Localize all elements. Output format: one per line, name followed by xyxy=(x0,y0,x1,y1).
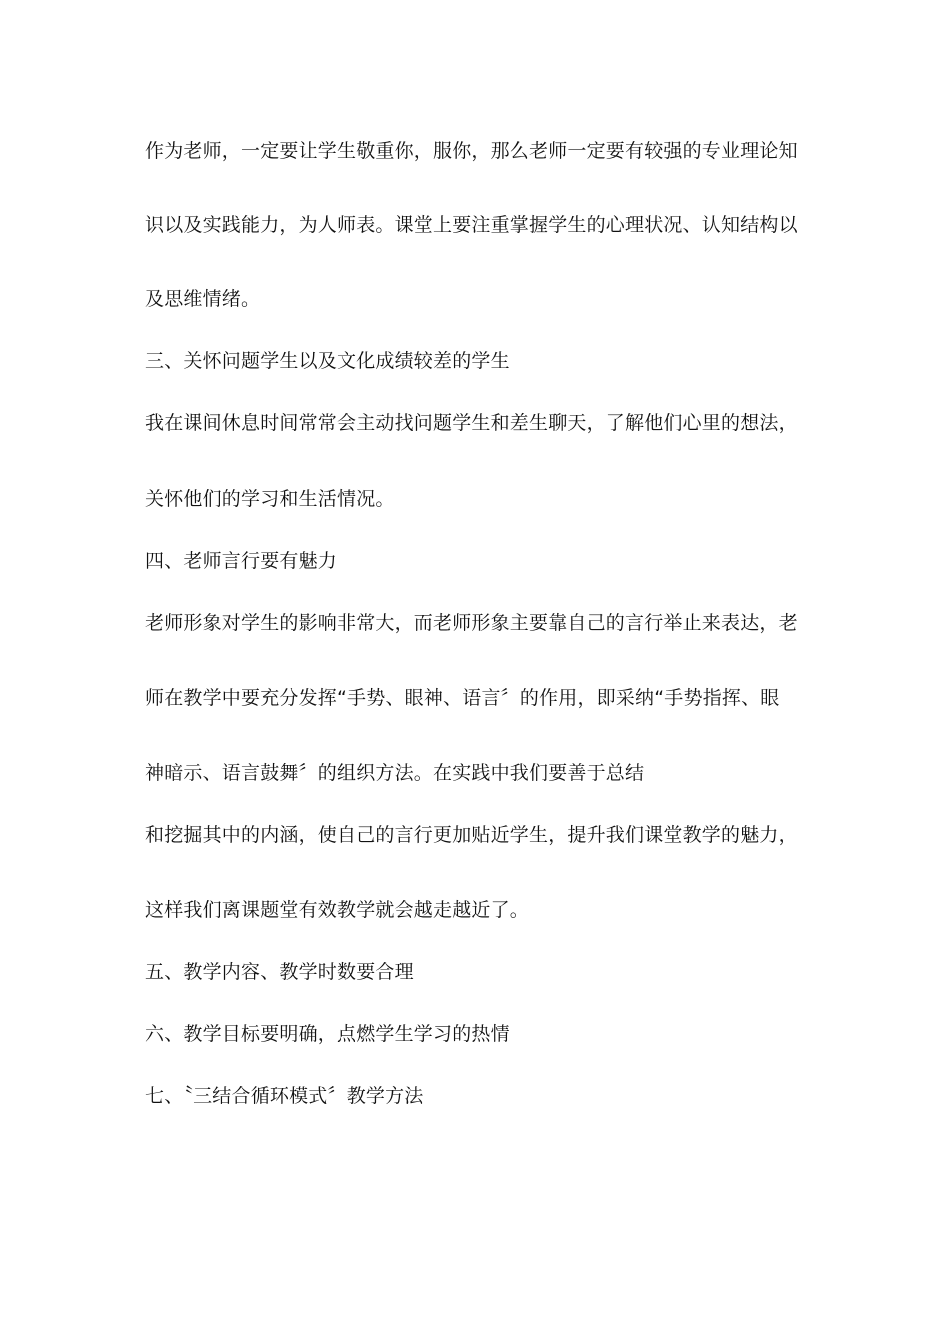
paragraph-line: 作为老师，一定要让学生敬重你，服你，那么老师一定要有较强的专业理论知 xyxy=(145,140,798,162)
section-heading: 七、〝三结合循环模式〞教学方法 xyxy=(145,1085,424,1107)
paragraph-line: 老师形象对学生的影响非常大，而老师形象主要靠自己的言行举止来表达，老 xyxy=(145,612,798,634)
paragraph-line: 神暗示、语言鼓舞〞的组织方法。在实践中我们要善于总结 xyxy=(145,762,645,784)
paragraph-line: 关怀他们的学习和生活情况。 xyxy=(145,488,395,510)
paragraph-line: 和挖掘其中的内涵，使自己的言行更加贴近学生，提升我们课堂教学的魅力， xyxy=(145,824,798,846)
paragraph-line: 及思维情绪。 xyxy=(145,288,261,310)
paragraph-line: 识以及实践能力，为人师表。课堂上要注重掌握学生的心理状况、认知结构以 xyxy=(145,214,798,236)
paragraph-line: 师在教学中要充分发挥“手势、眼神、语言〞的作用，即采纳“手势指挥、眼 xyxy=(145,687,780,709)
section-heading: 六、教学目标要明确，点燃学生学习的热情 xyxy=(145,1023,510,1045)
paragraph-line: 这样我们离课题堂有效教学就会越走越近了。 xyxy=(145,899,530,921)
paragraph-line: 我在课间休息时间常常会主动找问题学生和差生聊天，了解他们心里的想法， xyxy=(145,412,798,434)
section-heading: 四、老师言行要有魅力 xyxy=(145,550,338,572)
section-heading: 五、教学内容、教学时数要合理 xyxy=(145,961,414,983)
section-heading: 三、关怀问题学生以及文化成绩较差的学生 xyxy=(145,350,510,372)
